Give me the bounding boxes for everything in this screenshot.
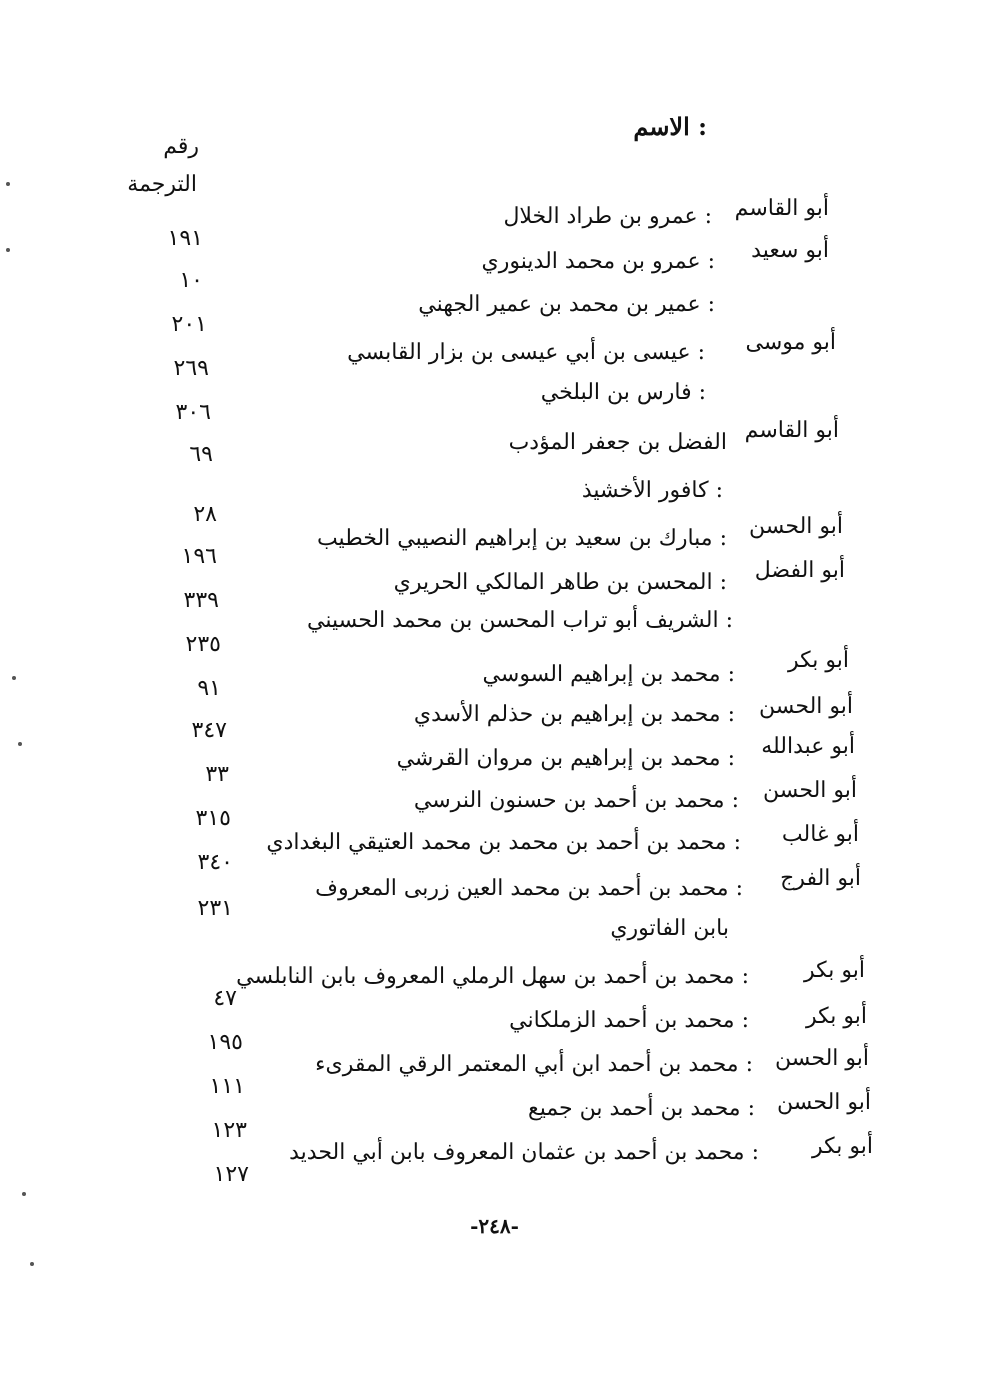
- entry-name: : كافور الأخشيذ: [581, 478, 723, 503]
- page-number: -٢٤٨-: [470, 1214, 519, 1238]
- entry-name: : محمد بن أحمد بن حسنون النرسي: [413, 788, 739, 813]
- entry-name: : محمد بن إبراهيم السوسي: [482, 662, 735, 687]
- entry-kunya: أبو بكر: [805, 1004, 867, 1029]
- entry-name: : محمد بن إبراهيم بن حذلم الأسدي: [413, 702, 735, 727]
- entry-kunya: أبو بكر: [803, 958, 865, 983]
- entry-number: ٣٤٧: [191, 718, 227, 743]
- entry-number: ١٢٣: [211, 1118, 247, 1143]
- scan-speck: [12, 676, 16, 680]
- entry-name: : عمرو بن محمد الدينوري: [481, 249, 715, 274]
- entry-number: ٢٠١: [171, 312, 207, 337]
- entry-name-continuation: بابن الفاتوري: [610, 916, 729, 941]
- entry-kunya: أبو الحسن: [749, 514, 843, 539]
- entry-name: : محمد بن أحمد ابن أبي المعتمر الرقي المقرىء: [315, 1052, 753, 1077]
- entry-kunya: أبو الحسن: [777, 1090, 871, 1115]
- scan-speck: [6, 182, 10, 186]
- number-column-header-line2: الترجمة: [127, 172, 197, 197]
- entry-name: : المحسن بن طاهر المالكي الحريري: [393, 570, 727, 595]
- entry-kunya: أبو الحسن: [775, 1046, 869, 1071]
- number-column-header-line1: رقم: [163, 134, 199, 159]
- entry-kunya: أبو الحسن: [759, 694, 853, 719]
- entry-name: : مبارك بن سعيد بن إبراهيم النصيبي الخطيب: [316, 526, 727, 551]
- entry-number: ٣٣: [205, 762, 229, 787]
- entry-number: ١٠: [179, 268, 203, 293]
- entry-name: : محمد بن أحمد بن جميع: [527, 1096, 755, 1121]
- entry-number: ١٢٧: [213, 1162, 249, 1187]
- scan-speck: [22, 1192, 26, 1196]
- entry-number: ٢٣٥: [185, 632, 221, 657]
- entry-kunya: أبو الحسن: [763, 778, 857, 803]
- entry-name: : محمد بن إبراهيم بن مروان القرشي: [396, 746, 735, 771]
- scan-speck: [30, 1262, 34, 1266]
- entry-number: ١٩١: [167, 226, 203, 251]
- entry-name: الفضل بن جعفر المؤدب: [508, 430, 727, 455]
- entry-number: ٣٠٦: [175, 400, 211, 425]
- entry-kunya: أبو بكر: [811, 1134, 873, 1159]
- entry-kunya: أبو عبدالله: [761, 734, 855, 759]
- entry-name: : الشريف أبو تراب المحسن بن محمد الحسيني: [306, 608, 733, 633]
- name-column-header: : الاسم: [633, 112, 707, 141]
- entry-name: : محمد بن أحمد بن عثمان المعروف بابن أبي الحديد: [289, 1140, 759, 1165]
- entry-name: : عيسى بن أبي عيسى بن بزار القابسي: [347, 340, 705, 365]
- entry-number: ١١١: [209, 1074, 245, 1099]
- entry-kunya: أبو القاسم: [734, 196, 829, 221]
- entry-number: ٢٦٩: [173, 356, 209, 381]
- entry-kunya: أبو موسى: [745, 330, 836, 355]
- scan-speck: [6, 248, 10, 252]
- entry-name: : محمد بن أحمد بن محمد بن محمد العتيقي البغدادي: [266, 830, 741, 855]
- entry-name: : محمد بن أحمد بن سهل الرملي المعروف بابن النابلسي: [236, 964, 749, 989]
- entry-number: ٣٣٩: [183, 588, 219, 613]
- entry-number: ٢٣١: [197, 896, 233, 921]
- entry-kunya: أبو سعيد: [751, 238, 829, 263]
- entry-number: ٣١٥: [195, 806, 231, 831]
- entry-number: ٢٨: [193, 502, 217, 527]
- entry-name: : عمير بن محمد بن عمير الجهني: [418, 292, 715, 317]
- entry-number: ١٩٦: [181, 544, 217, 569]
- entry-number: ٦٩: [189, 442, 213, 467]
- entry-kunya: أبو الفضل: [754, 558, 845, 583]
- entry-kunya: أبو غالب: [781, 822, 859, 847]
- entry-kunya: أبو الفرج: [780, 866, 861, 891]
- scan-speck: [18, 742, 22, 746]
- entry-kunya: أبو بكر: [787, 648, 849, 673]
- entry-number: ٣٤٠: [197, 850, 233, 875]
- entry-name: : فارس بن البلخي: [540, 380, 706, 405]
- entry-name: : محمد بن أحمد الزملكاني: [509, 1008, 749, 1033]
- entry-number: ٤٧: [213, 986, 237, 1011]
- entry-name: : عمرو بن طراد الخلال: [503, 204, 712, 229]
- entry-number: ٩١: [197, 676, 221, 701]
- entry-name: : محمد بن أحمد بن محمد العين زربى المعروف: [315, 876, 743, 901]
- entry-kunya: أبو القاسم: [744, 418, 839, 443]
- entry-number: ١٩٥: [207, 1030, 243, 1055]
